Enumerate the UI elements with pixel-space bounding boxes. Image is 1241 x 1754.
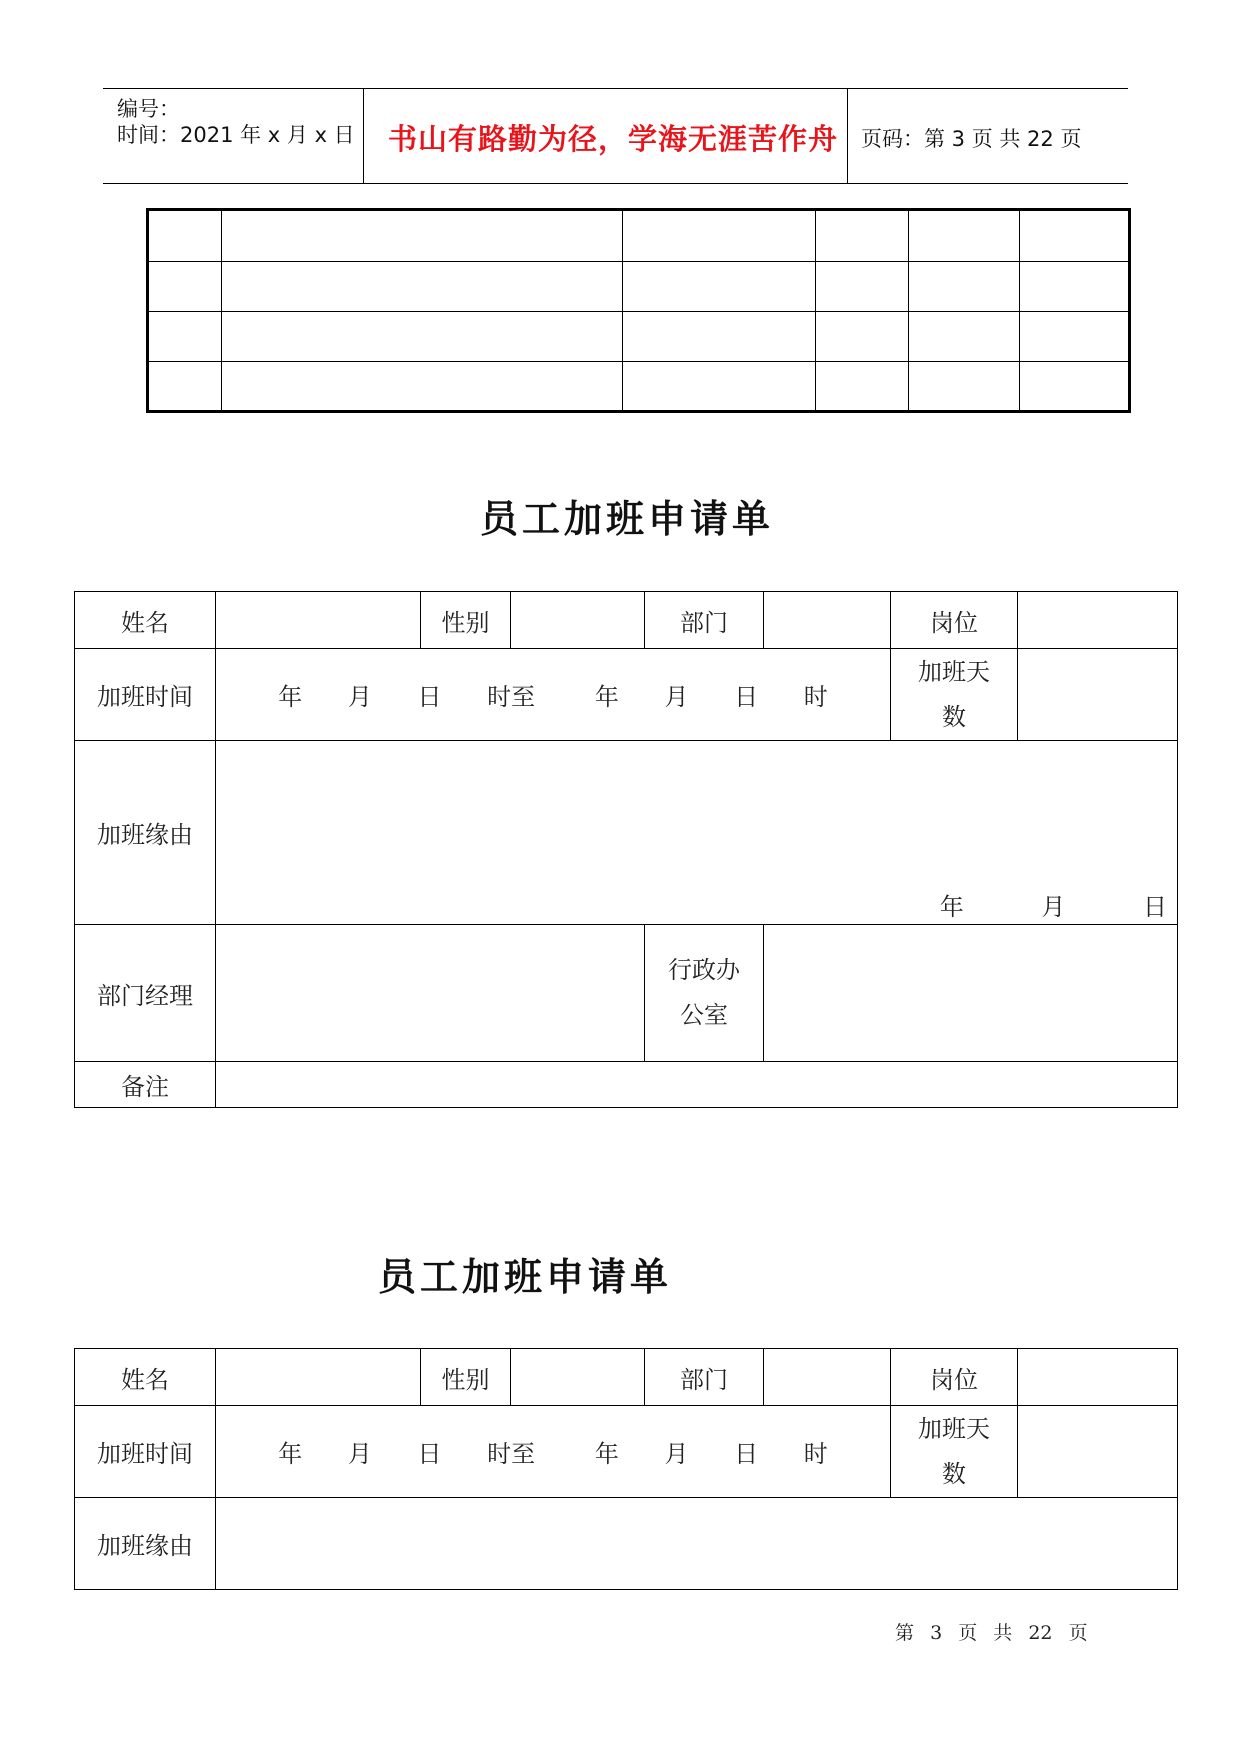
table-cell[interactable] (1020, 362, 1130, 412)
table-row (148, 362, 1130, 412)
time-part: 日 (734, 1440, 759, 1468)
position-label: 岗位 (891, 592, 1018, 649)
page-footer (895, 1618, 1098, 1645)
blank-table (146, 208, 1131, 413)
department-field[interactable] (764, 592, 891, 649)
name-field[interactable] (216, 1349, 421, 1406)
time-part: 月 (664, 683, 689, 711)
date-part: 年 (939, 893, 964, 921)
header-motto: 书山有路勤为径，学海无涯苦作舟 (388, 122, 839, 156)
table-cell[interactable] (222, 262, 623, 312)
position-field[interactable] (1018, 1349, 1178, 1406)
overtime-time-field[interactable] (216, 1406, 891, 1498)
table-cell[interactable] (148, 210, 222, 262)
overtime-days-text: 加班天数 (918, 657, 990, 731)
table-cell[interactable] (816, 262, 909, 312)
overtime-time-label: 加班时间 (75, 649, 216, 741)
time-part: 时至 (487, 683, 536, 711)
department-label: 部门 (645, 1349, 764, 1406)
table-row (148, 262, 1130, 312)
time-part: 日 (734, 683, 759, 711)
form-row-overtime-reason (75, 741, 1178, 925)
header-page-info: 页码：第 3 页 共 22 页 (861, 127, 1082, 151)
time-part: 月 (347, 683, 372, 711)
footer-part: 共 (993, 1622, 1013, 1644)
table-cell[interactable] (909, 312, 1020, 362)
table-cell[interactable] (623, 262, 816, 312)
reason-date (882, 887, 1167, 922)
table-cell[interactable] (816, 312, 909, 362)
gender-field[interactable] (511, 592, 645, 649)
table-cell[interactable] (1020, 262, 1130, 312)
admin-office-field[interactable] (764, 925, 1178, 1062)
overtime-time-label: 加班时间 (75, 1406, 216, 1498)
dept-manager-label: 部门经理 (75, 925, 216, 1062)
time-part: 年 (594, 1440, 619, 1468)
gender-field[interactable] (511, 1349, 645, 1406)
table-row (148, 312, 1130, 362)
table-cell[interactable] (909, 210, 1020, 262)
time-part: 时 (803, 683, 828, 711)
position-label: 岗位 (891, 1349, 1018, 1406)
time-part: 日 (417, 683, 442, 711)
footer-part: 页 (1068, 1622, 1088, 1644)
name-field[interactable] (216, 592, 421, 649)
overtime-days-text: 加班天数 (918, 1414, 990, 1488)
overtime-request-form (74, 591, 1178, 1108)
table-cell[interactable] (148, 312, 222, 362)
table-cell[interactable] (148, 262, 222, 312)
overtime-reason-label: 加班缘由 (75, 741, 216, 925)
department-field[interactable] (764, 1349, 891, 1406)
form-row-overtime-time (75, 1406, 1178, 1498)
overtime-days-field[interactable] (1018, 1406, 1178, 1498)
footer-current-page: 3 (930, 1622, 943, 1644)
page-header (103, 88, 1128, 184)
table-cell[interactable] (222, 312, 623, 362)
table-cell[interactable] (148, 362, 222, 412)
form-title: 员工加班申请单 (480, 496, 775, 541)
time-part: 年 (278, 683, 303, 711)
time-part: 年 (278, 1440, 303, 1468)
footer-part: 第 (895, 1622, 915, 1644)
overtime-reason-label: 加班缘由 (75, 1498, 216, 1590)
table-cell[interactable] (816, 210, 909, 262)
name-label: 姓名 (75, 1349, 216, 1406)
overtime-days-label (891, 1406, 1018, 1498)
gender-label: 性别 (421, 1349, 511, 1406)
overtime-request-form (74, 1348, 1178, 1590)
overtime-reason-field[interactable] (216, 741, 1178, 925)
date-part: 日 (1143, 893, 1167, 921)
header-divider (847, 89, 848, 183)
form-row-basic-info (75, 592, 1178, 649)
admin-office-text: 行政办公室 (668, 956, 740, 1029)
table-cell[interactable] (909, 262, 1020, 312)
table-cell[interactable] (909, 362, 1020, 412)
time-part: 时 (803, 1440, 828, 1468)
form-row-remarks (75, 1062, 1178, 1108)
form-row-basic-info (75, 1349, 1178, 1406)
form-row-approvals (75, 925, 1178, 1062)
time-part: 年 (594, 683, 619, 711)
time-part: 月 (347, 1440, 372, 1468)
date-part: 月 (1041, 893, 1066, 921)
form-row-overtime-time (75, 649, 1178, 741)
name-label: 姓名 (75, 592, 216, 649)
time-part: 时至 (487, 1440, 536, 1468)
gender-label: 性别 (421, 592, 511, 649)
overtime-days-field[interactable] (1018, 649, 1178, 741)
table-cell[interactable] (623, 312, 816, 362)
time-part: 日 (417, 1440, 442, 1468)
table-cell[interactable] (222, 362, 623, 412)
table-row (148, 210, 1130, 262)
time-part: 月 (664, 1440, 689, 1468)
dept-manager-field[interactable] (216, 925, 645, 1062)
overtime-time-field[interactable] (216, 649, 891, 741)
table-cell[interactable] (623, 362, 816, 412)
table-cell[interactable] (1020, 210, 1130, 262)
admin-office-label (645, 925, 764, 1062)
remarks-field[interactable] (216, 1062, 1178, 1108)
overtime-days-label (891, 649, 1018, 741)
remarks-label: 备注 (75, 1062, 216, 1108)
header-date: 时间：2021 年 x 月 x 日 (117, 123, 355, 147)
table-cell[interactable] (623, 210, 816, 262)
table-cell[interactable] (816, 362, 909, 412)
position-field[interactable] (1018, 592, 1178, 649)
form-title: 员工加班申请单 (378, 1254, 673, 1299)
footer-part: 页 (958, 1622, 978, 1644)
table-cell[interactable] (222, 210, 623, 262)
table-cell[interactable] (1020, 312, 1130, 362)
footer-total-pages: 22 (1028, 1622, 1053, 1644)
department-label: 部门 (645, 592, 764, 649)
overtime-reason-field[interactable] (216, 1498, 1178, 1590)
header-divider (363, 89, 364, 183)
serial-number-label: 编号： (117, 97, 180, 121)
form-row-overtime-reason (75, 1498, 1178, 1590)
